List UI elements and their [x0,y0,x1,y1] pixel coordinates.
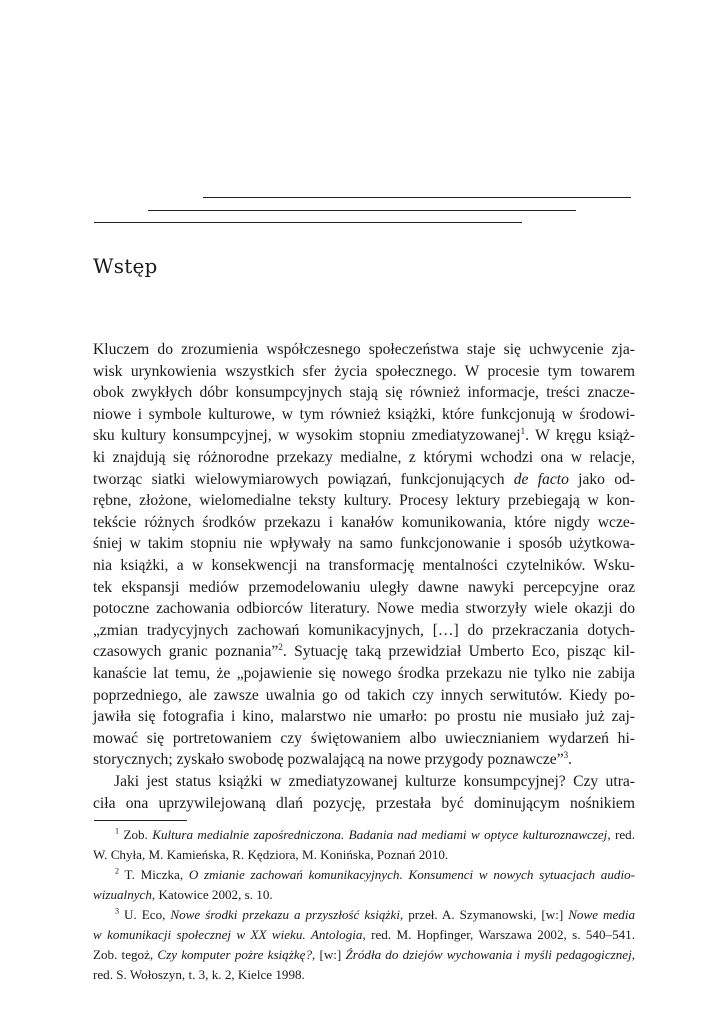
footnote-line: W. Chyła, M. Kamieńska, R. Kędziora, M. Konińska, Poznań 2010. [93,847,449,863]
footnote-1: $^1$ Zob. Kultura medialnie zapośredniczona. Badania nad mediami w optyce kulturoznawczej, red. [115,826,635,843]
body-line: potoczne zachowania odbiorców literatury. Nowe media stworzyły wiele okazji do [93,600,635,618]
body-line: jawiła się fotografia i kino, malarstwo nie umarło: po prostu nie musiało już zaj- [93,708,635,726]
body-line: niowe i symbole kulturowe, w tym również książki, które funkcjonują w środowi- [93,405,635,423]
footnote-separator [94,820,187,821]
footnote-2: $^2$ T. Miczka, O zmianie zachowań komunikacyjnych. Konsumenci w nowych sytuacjach audio- [115,866,635,883]
footnote-line: Zob. tegoż, Czy komputer pożre książkę?, [w:] Źródła do dziejów wychowania i myśli pedagogicznej, [93,947,635,963]
body-line: storycznych; zyskało swobodę pozwalającą na nowe przygody poznawcze”$^3$. [93,750,573,769]
body-line: tworząc siatki wielowymiarowych powiązań, funkcjonujących de facto jako od- [93,470,636,488]
footnote-line: red. S. Wołoszyn, t. 3, k. 2, Kielce 1998. [93,967,305,983]
body-line: wisk urynkowienia wszystkich sfer życia społecznego. W procesie tym towarem [93,362,635,380]
body-line: poprzedniego, ale zawsze uwalnia go od takich czy innych serwitutów. Kiedy po- [93,686,635,704]
decorative-rule-middle [148,210,576,211]
footnote-3: $^3$ U. Eco, Nowe środki przekazu a przyszłość książki, przeł. A. Szymanowski, [w:] Nowe media [115,906,635,923]
footnote-line: wizualnych, Katowice 2002, s. 10. [93,887,273,903]
footnote-line: w komunikacji społecznej w XX wieku. Antologia, red. M. Hopfinger, Warszawa 2002, s. 540–541. [93,927,635,943]
body-line: ciła ona uprzywilejowaną dlań pozycję, przestała być dominującym nośnikiem [93,794,635,812]
body-line: obok zwykłych dóbr konsumpcyjnych stają się również informacje, treści znacze- [93,384,635,402]
body-line: czasowych granic poznania”$^2$. Sytuację taką przewidział Umberto Eco, pisząc kil- [93,642,635,661]
body-line: tekście różnych środków przekazu i kanałów komunikowania, które nigdy wcze- [93,513,635,531]
footnote-ref-2: 2 [278,642,283,653]
footnote-ref-1: 1 [520,426,526,437]
body-line: śniej w takim stopniu nie wpływały na samo funkcjonowanie i sposób użytkowa- [93,535,635,553]
body-line: kanaście lat temu, że „pojawienie się nowego środka przekazu nie tylko nie zabija [93,665,635,682]
decorative-rule-bottom [94,222,522,223]
body-line: nia książki, a w konsekwencji na transformację mentalności czytelników. Wsku- [93,557,635,574]
decorative-rule-top [203,197,631,198]
body-line: Kluczem do zrozumienia współczesnego społeczeństwa staje się uchwycenie zja- [93,341,635,358]
body-line: „zmian tradycyjnych zachowań komunikacyjnych, […] do przekraczania dotych- [93,621,635,639]
footnote-ref-3: 3 [563,750,569,761]
page-title: Wstęp [93,254,158,278]
body-line: ki znajdują się różnorodne przekazy medialne, z którymi wchodzi ona w relacje, [93,449,635,466]
body-line: rębne, złożone, wielomedialne teksty kultury. Procesy lektury przebiegają w kon- [93,492,635,510]
body-line: mować się portretowaniem czy świętowaniem albo uwiecznianiem wydarzeń hi- [93,729,635,747]
body-line: tek ekspansji mediów przemodelowaniu uległy dawne nawyki percepcyjne oraz [93,578,635,596]
body-line: Jaki jest status książki w zmediatyzowanej kulturze konsumpcyjnej? Czy utra- [114,773,635,790]
body-line: sku kultury konsumpcyjnej, w wysokim stopniu zmediatyzowanej$^1$. W kręgu książ- [93,426,635,445]
